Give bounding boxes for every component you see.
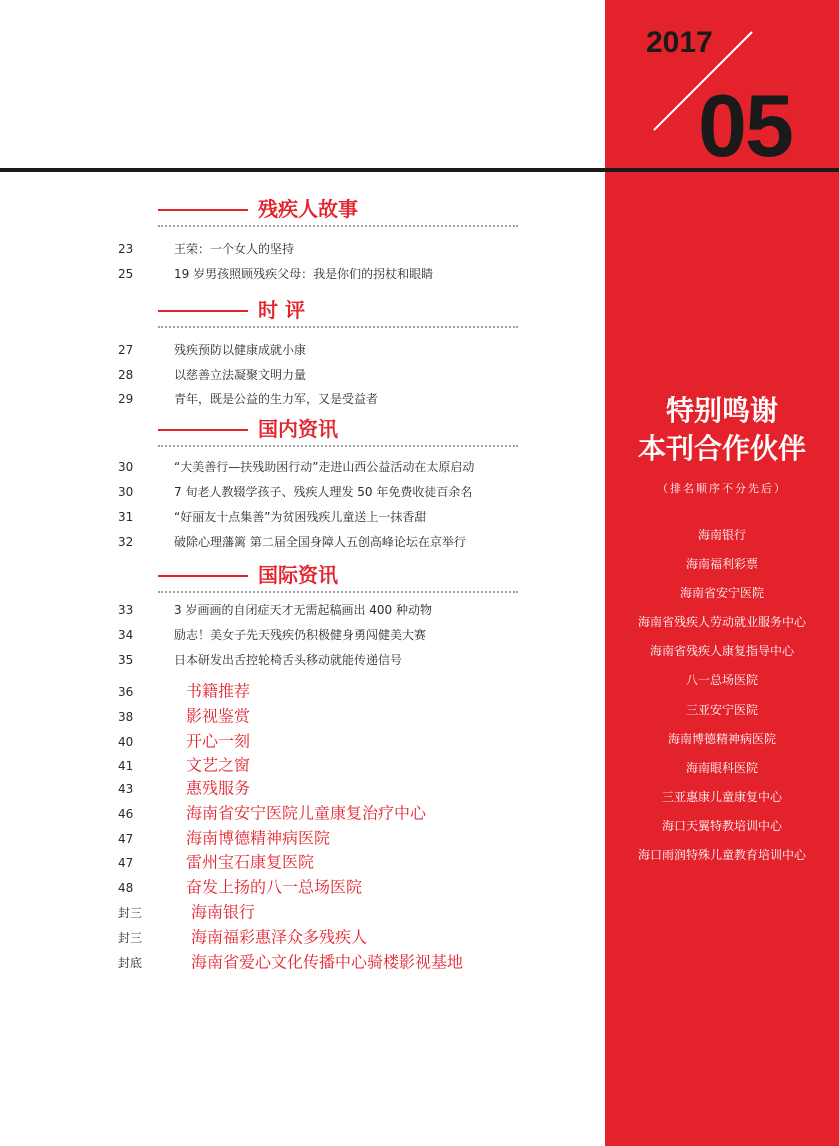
feature-entry[interactable] bbox=[118, 801, 426, 825]
feature-entry[interactable] bbox=[118, 875, 362, 899]
page-number: 30 bbox=[118, 485, 134, 499]
feature-title: 雷州宝石康复医院 bbox=[186, 852, 315, 872]
entry-title: 以慈善立法凝聚文明力量 bbox=[174, 368, 307, 382]
page-number: 31 bbox=[118, 510, 134, 524]
partner-item: 海南省安宁医院 bbox=[679, 586, 764, 601]
feature-title: 文艺之窗 bbox=[186, 755, 251, 775]
entry-title: 7 旬老人教辍学孩子、残疾人理发 50 年免费收徒百余名 bbox=[174, 485, 473, 499]
page-number: 27 bbox=[118, 343, 134, 357]
partner-item: 海南眼科医院 bbox=[685, 760, 758, 775]
thanks-heading bbox=[605, 392, 839, 468]
feature-entry[interactable] bbox=[118, 925, 367, 949]
dotted-divider bbox=[158, 445, 518, 447]
partner-item: 海南省残疾人劳动就业服务中心 bbox=[637, 615, 806, 630]
page-number: 43 bbox=[118, 781, 134, 796]
partner-item: 海南福利彩票 bbox=[685, 557, 758, 572]
partner-item: 海南博德精神病医院 bbox=[667, 731, 776, 746]
page-number: 封底 bbox=[118, 955, 143, 970]
issue-number: 05 bbox=[698, 76, 792, 175]
feature-title: 海南博德精神病医院 bbox=[186, 828, 331, 848]
feature-title: 海南省爱心文化传播中心骑楼影视基地 bbox=[191, 952, 464, 972]
feature-entry[interactable] bbox=[118, 729, 250, 753]
partner-item: 海南银行 bbox=[697, 528, 746, 542]
page-number: 40 bbox=[118, 734, 134, 749]
page-number: 28 bbox=[118, 368, 134, 382]
dotted-divider bbox=[158, 591, 518, 593]
feature-title: 海南省安宁医院儿童康复治疗中心 bbox=[186, 803, 427, 823]
partner-item: 海口雨润特殊儿童教育培训中心 bbox=[637, 848, 806, 863]
feature-entry[interactable] bbox=[118, 850, 314, 874]
toc-entry[interactable] bbox=[118, 457, 474, 477]
feature-entry[interactable] bbox=[118, 679, 250, 703]
page-number: 36 bbox=[118, 684, 134, 699]
entry-title: 励志！美女子先天残疾仍积极健身勇闯健美大赛 bbox=[174, 628, 427, 642]
page-number: 29 bbox=[118, 392, 134, 406]
entry-title: 青年，既是公益的生力军，又是受益者 bbox=[174, 392, 379, 406]
toc-entry[interactable] bbox=[118, 650, 402, 670]
toc-entry[interactable] bbox=[118, 389, 378, 409]
feature-entry[interactable] bbox=[118, 900, 255, 924]
dotted-divider bbox=[158, 326, 518, 328]
partner-item: 八一总场医院 bbox=[685, 673, 758, 688]
partner-item: 三亚惠康儿童康复中心 bbox=[661, 789, 782, 804]
issue-year: 2017 bbox=[646, 26, 713, 59]
feature-title: 开心一刻 bbox=[186, 731, 251, 751]
feature-entry[interactable] bbox=[118, 826, 330, 850]
thanks-note: （排名顺序不分先后） bbox=[657, 482, 787, 495]
page-number: 48 bbox=[118, 880, 134, 895]
feature-title: 海南福彩惠泽众多残疾人 bbox=[191, 927, 368, 947]
page-number: 34 bbox=[118, 628, 134, 642]
entry-title: 破除心理藩篱 第二届全国身障人五创高峰论坛在京举行 bbox=[174, 535, 466, 549]
section-commentary bbox=[158, 297, 518, 325]
section-domestic-news bbox=[158, 416, 518, 444]
thanks-title-line2: 本刊合作伙伴 bbox=[637, 432, 806, 465]
feature-entry[interactable] bbox=[118, 753, 250, 777]
feature-title: 海南银行 bbox=[191, 902, 256, 922]
entry-title: 日本研发出舌控轮椅舌头移动就能传递信号 bbox=[174, 653, 403, 667]
feature-title: 书籍推荐 bbox=[186, 681, 251, 701]
dotted-divider bbox=[158, 225, 518, 227]
section-title: 国内资讯 bbox=[258, 417, 338, 441]
feature-title: 奋发上扬的八一总场医院 bbox=[186, 877, 363, 897]
page-number: 47 bbox=[118, 831, 134, 846]
section-rule bbox=[158, 429, 248, 431]
entry-title: 残疾预防以健康成就小康 bbox=[174, 343, 307, 357]
toc-entry[interactable] bbox=[118, 600, 432, 620]
page-number: 46 bbox=[118, 806, 134, 821]
entry-title: 19 岁男孩照顾残疾父母：我是你们的拐杖和眼睛 bbox=[174, 267, 434, 281]
feature-entry[interactable] bbox=[118, 704, 250, 728]
section-stories bbox=[158, 196, 518, 224]
entry-title: “好丽友十点集善”为贫困残疾儿童送上一抹香甜 bbox=[174, 510, 427, 524]
partner-item: 海口天翼特教培训中心 bbox=[661, 818, 782, 833]
section-international-news bbox=[158, 562, 518, 590]
page-number: 35 bbox=[118, 653, 134, 667]
toc-entry[interactable] bbox=[118, 340, 306, 360]
toc-entry[interactable] bbox=[118, 625, 426, 645]
toc-entry[interactable] bbox=[118, 482, 472, 502]
entry-title: 3 岁画画的自闭症天才无需起稿画出 400 种动物 bbox=[174, 603, 432, 617]
page-number: 32 bbox=[118, 535, 134, 549]
toc-entry[interactable] bbox=[118, 365, 306, 385]
page-number: 封三 bbox=[118, 905, 143, 920]
section-title: 国际资讯 bbox=[258, 563, 338, 587]
partner-item: 海南省残疾人康复指导中心 bbox=[649, 644, 794, 659]
feature-entry[interactable] bbox=[118, 776, 250, 800]
entry-title: 王荣：一个女人的坚持 bbox=[174, 242, 295, 256]
page-number: 30 bbox=[118, 460, 134, 474]
section-title: 残疾人故事 bbox=[258, 197, 358, 221]
toc-entry[interactable] bbox=[118, 264, 433, 284]
feature-entry[interactable] bbox=[118, 950, 463, 974]
page-number: 41 bbox=[118, 758, 134, 773]
section-rule bbox=[158, 209, 248, 211]
page-number: 25 bbox=[118, 267, 134, 281]
page-number: 33 bbox=[118, 603, 134, 617]
page-number: 38 bbox=[118, 709, 134, 724]
page-number: 封三 bbox=[118, 930, 143, 945]
feature-title: 惠残服务 bbox=[186, 778, 251, 798]
toc-entry[interactable] bbox=[118, 239, 294, 259]
section-title: 时 评 bbox=[258, 298, 305, 322]
section-rule bbox=[158, 575, 248, 577]
page-number: 23 bbox=[118, 242, 134, 256]
thanks-title-line1: 特别鸣谢 bbox=[665, 394, 778, 427]
toc-entry[interactable] bbox=[118, 507, 426, 527]
page-number: 47 bbox=[118, 855, 134, 870]
section-rule bbox=[158, 310, 248, 312]
partner-item: 三亚安宁医院 bbox=[685, 702, 758, 717]
feature-title: 影视鉴赏 bbox=[186, 706, 251, 726]
partner-list bbox=[605, 524, 839, 873]
entry-title: “大美善行—扶残助困行动”走进山西公益活动在太原启动 bbox=[174, 460, 475, 474]
toc-entry[interactable] bbox=[118, 532, 466, 552]
